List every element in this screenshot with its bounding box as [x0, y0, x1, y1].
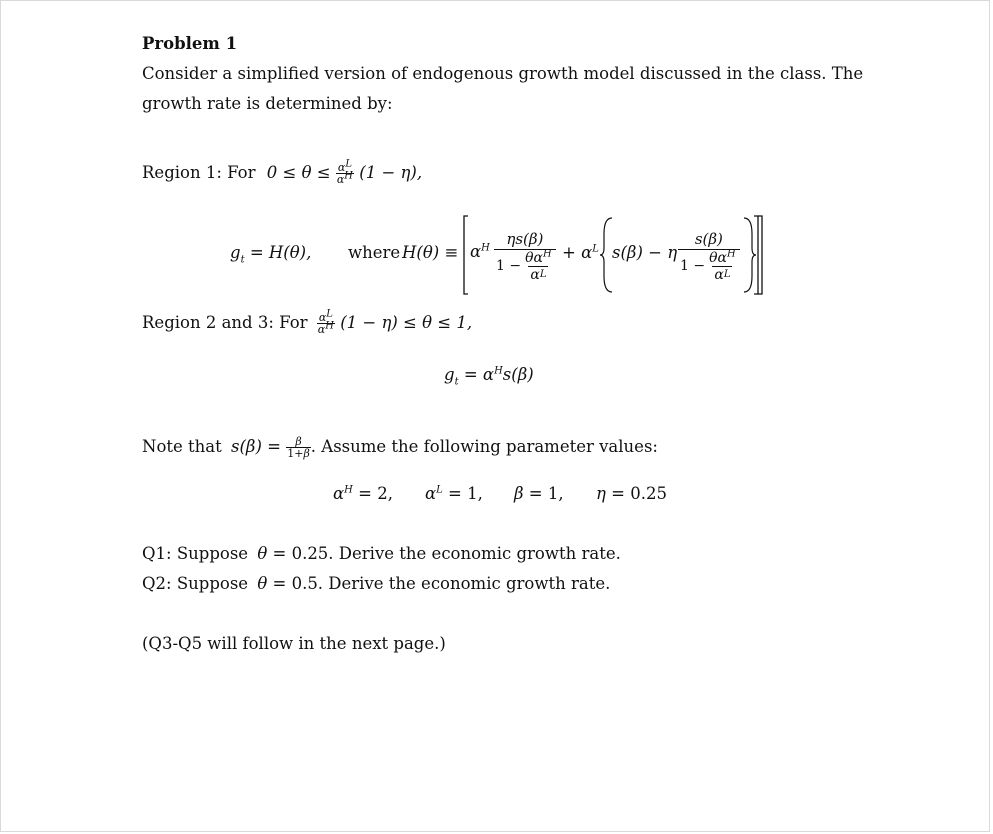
first-fraction: ηs(β) 1 − $\theta\alpha^H$ α L: [494, 232, 556, 282]
s-beta-def: s(β) =: [231, 437, 281, 456]
region23-line: [142, 308, 473, 336]
region1-line: [142, 158, 423, 186]
intro-line-1: Consider a simplified version of endogenous growth model discussed in the class. The: [142, 64, 864, 83]
h-definition: H(θ) ≡: [402, 243, 459, 262]
gt-equals-h: $g_t = H(\theta)$,: [230, 243, 312, 266]
param-alpha-l: $\alpha^L = 1$,: [425, 484, 483, 503]
intro-line-2: growth rate is determined by:: [142, 94, 393, 113]
note-suffix: . Assume the following parameter values:: [310, 437, 658, 456]
s-beta-fraction: $\frac{\beta}{1+\beta}$: [287, 435, 310, 460]
s-beta-minus-eta: s(β) − η: [612, 243, 678, 262]
param-beta: β = 1,: [514, 484, 564, 503]
question-2: Q2: Suppose θ = 0.5. Derive the economic growth rate.: [142, 574, 611, 593]
param-eta: η = 0.25: [596, 484, 667, 503]
note-prefix: Note that: [142, 437, 222, 456]
region23-tail: (1 − η) ≤ θ ≤ 1,: [340, 313, 473, 332]
note-line: [142, 436, 658, 459]
alpha-h-term: $\alpha^H$: [470, 242, 490, 261]
region1-inequality: 0 ≤ θ ≤: [266, 163, 331, 182]
footer-note: (Q3-Q5 will follow in the next page.): [142, 634, 446, 653]
param-alpha-h: $\alpha^H = 2$,: [333, 484, 393, 503]
region23-fraction: $\frac{\alpha^L}{\alpha^H}$: [317, 308, 334, 336]
region23-label: Region 2 and 3: For: [142, 313, 308, 332]
where-label: where: [348, 243, 401, 262]
region1-label: Region 1: For: [142, 163, 256, 182]
region1-fraction: $\frac{\alpha^L}{\alpha^H}$: [336, 158, 354, 186]
problem-title: Problem 1: [142, 34, 238, 53]
region1-tail: (1 − η),: [359, 163, 423, 182]
second-fraction: s(β) 1 − $\theta\alpha^H$ α L: [678, 232, 740, 282]
question-1: Q1: Suppose θ = 0.25. Derive the economic growth rate.: [142, 544, 621, 563]
gt-equals-alpha-s: $g_t = \alpha^Hs(\beta)$: [444, 365, 534, 388]
plus-alpha-l: + $\alpha^L$: [562, 243, 599, 262]
